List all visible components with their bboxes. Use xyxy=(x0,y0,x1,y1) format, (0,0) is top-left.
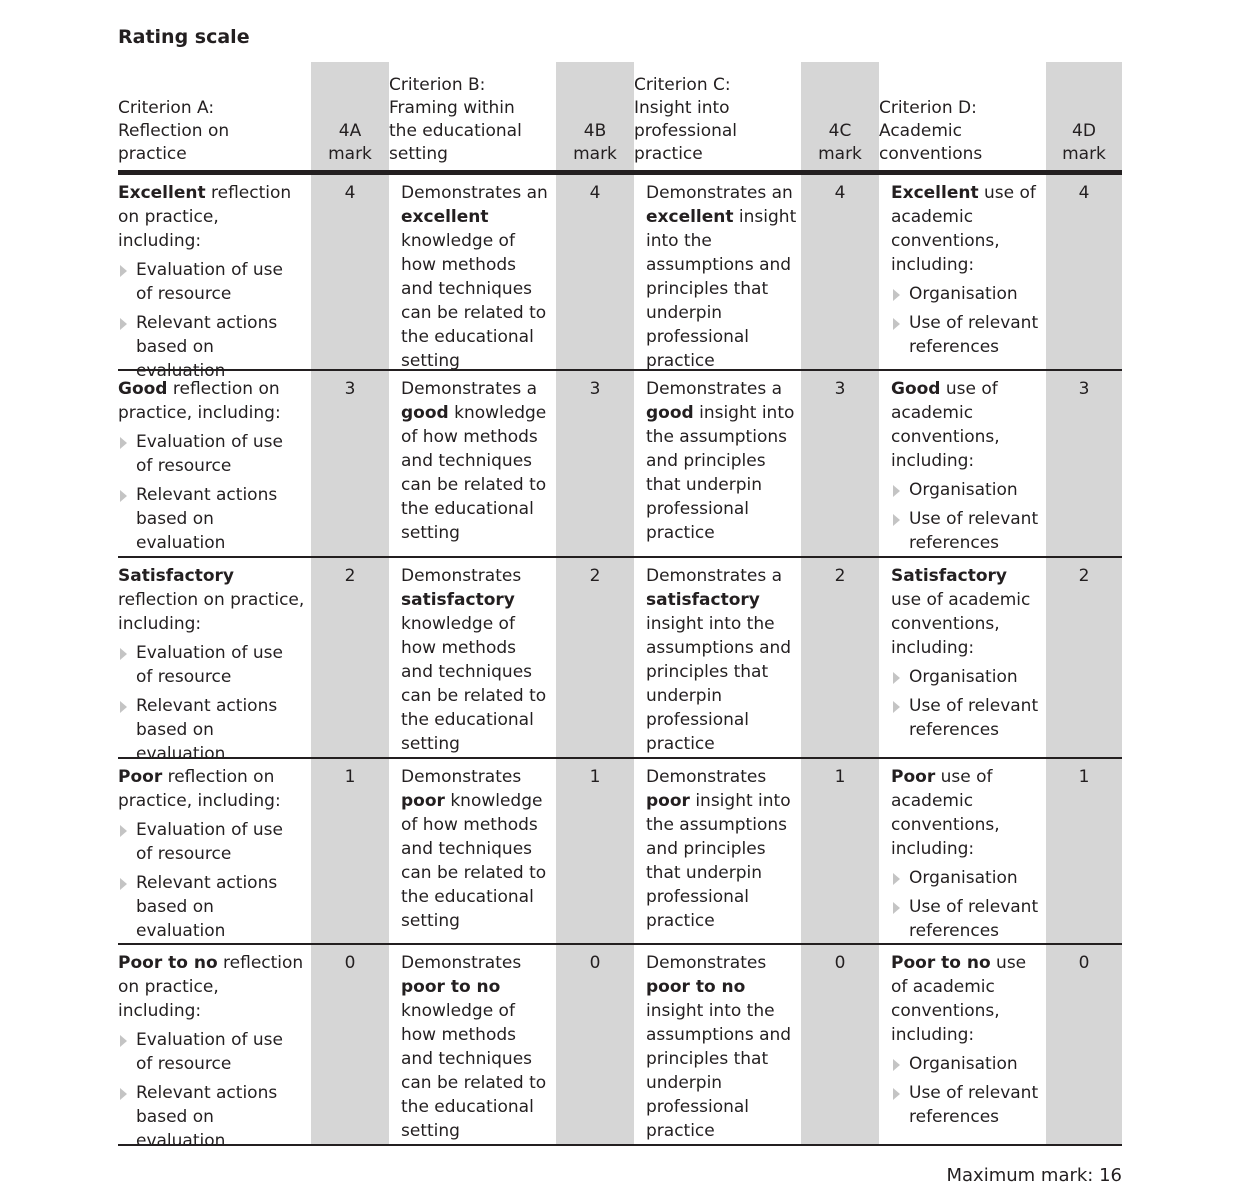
header-line: Criterion C: xyxy=(634,75,731,95)
header-mark-4c xyxy=(801,62,879,170)
bullet-evaluation xyxy=(118,1028,307,1076)
level-keyword: Satisfactory xyxy=(118,566,235,586)
mark-4c: 4 xyxy=(801,170,879,369)
header-line: practice xyxy=(118,144,187,164)
cell-criterion-d xyxy=(879,757,1046,943)
bullet-text: Use of relevant xyxy=(909,509,1039,529)
bullet-text: Use of relevant xyxy=(909,696,1039,716)
description-text: Demonstrates xyxy=(401,953,522,973)
bullet-text: Evaluation of use xyxy=(136,260,283,280)
mark-4a: 2 xyxy=(311,556,389,757)
bullet-references xyxy=(891,507,1042,555)
level-description: use of academic conventions, including: xyxy=(891,590,1031,658)
description-text: insight into the assumptions and principles that underpin professional practice xyxy=(646,1001,792,1141)
bullet-text: based on evaluation xyxy=(136,720,226,764)
bullet-references xyxy=(891,1081,1042,1129)
mark-4d: 1 xyxy=(1046,757,1122,943)
header-line: Framing within xyxy=(389,98,515,118)
description-text: Demonstrates a xyxy=(646,566,783,586)
level-keyword: poor to no xyxy=(646,977,746,997)
level-keyword: excellent xyxy=(401,207,489,227)
description-text: Demonstrates xyxy=(646,953,767,973)
bullet-text: Organisation xyxy=(909,284,1018,304)
mark-4d: 3 xyxy=(1046,369,1122,556)
bullet-evaluation xyxy=(118,430,307,478)
level-description: reflection on practice, including: xyxy=(118,183,292,251)
description-text: Demonstrates an xyxy=(401,183,548,203)
bullet-text: Evaluation of use xyxy=(136,820,283,840)
header-line: Insight into xyxy=(634,98,730,118)
header-line: setting xyxy=(389,144,448,164)
bullet-actions xyxy=(118,694,307,766)
bullet-text: of resource xyxy=(136,667,232,687)
description-text: knowledge of how methods and techniques can be related to the educational setting xyxy=(401,1001,547,1141)
header-criterion-b xyxy=(389,62,556,170)
bullet-text: references xyxy=(909,1107,1000,1127)
cell-criterion-b xyxy=(389,943,556,1146)
cell-criterion-d xyxy=(879,369,1046,556)
bullet-text: Use of relevant xyxy=(909,897,1039,917)
mark-4d: 4 xyxy=(1046,170,1122,369)
level-description: reflection on practice, including: xyxy=(118,379,281,423)
level-description: reflection on practice, including: xyxy=(118,767,281,811)
bullet-text: Relevant actions xyxy=(136,313,278,333)
description-text: knowledge of how methods and techniques can be related to the educational setting xyxy=(401,231,547,371)
header-line: Criterion A: xyxy=(118,98,215,118)
description-text: insight into the assumptions and principles that underpin professional practice xyxy=(646,207,797,371)
header-line: practice xyxy=(634,144,703,164)
header-line: Criterion B: xyxy=(389,75,486,95)
mark-4c: 0 xyxy=(801,943,879,1146)
header-line: 4B xyxy=(583,121,607,141)
level-description: use of academic conventions, including: xyxy=(891,183,1036,275)
cell-criterion-a xyxy=(118,943,311,1151)
bullet-text: references xyxy=(909,720,1000,740)
bullet-text: Relevant actions xyxy=(136,696,278,716)
bullet-text: references xyxy=(909,337,1000,357)
mark-4b: 0 xyxy=(556,943,634,1146)
cell-criterion-d xyxy=(879,170,1046,369)
bullet-organisation xyxy=(891,665,1042,689)
bullet-evaluation xyxy=(118,818,307,866)
bullet-text: Evaluation of use xyxy=(136,432,283,452)
level-keyword: Good xyxy=(118,379,168,399)
cell-criterion-a xyxy=(118,170,311,381)
mark-4a: 4 xyxy=(311,170,389,369)
header-mark-4d xyxy=(1046,62,1122,170)
cell-criterion-c xyxy=(634,170,801,369)
header-line: the educational xyxy=(389,121,522,141)
description-text: Demonstrates xyxy=(401,767,522,787)
bullet-text: of resource xyxy=(136,1054,232,1074)
description-text: Demonstrates xyxy=(646,767,767,787)
mark-4c: 3 xyxy=(801,369,879,556)
header-line: mark xyxy=(818,144,862,164)
mark-4b: 1 xyxy=(556,757,634,943)
level-keyword: good xyxy=(401,403,449,423)
level-keyword: Poor to no xyxy=(118,953,218,973)
bullet-text: based on evaluation xyxy=(136,1107,226,1151)
mark-4d: 2 xyxy=(1046,556,1122,757)
maximum-mark: Maximum mark: 16 xyxy=(946,1165,1122,1186)
cell-criterion-a xyxy=(118,369,311,556)
header-line: 4C xyxy=(828,121,852,141)
rating-scale-table xyxy=(118,62,1122,1151)
cell-criterion-a xyxy=(118,556,311,764)
cell-criterion-a xyxy=(118,757,311,943)
header-line: Criterion D: xyxy=(879,98,977,118)
header-line: conventions xyxy=(879,144,983,164)
bullet-text: Relevant actions xyxy=(136,485,278,505)
bullet-organisation xyxy=(891,282,1042,306)
description-text: Demonstrates a xyxy=(401,379,538,399)
header-line: 4A xyxy=(338,121,362,141)
bullet-text: Use of relevant xyxy=(909,1083,1039,1103)
mark-4c: 2 xyxy=(801,556,879,757)
level-keyword: Excellent xyxy=(118,183,206,203)
mark-4a: 1 xyxy=(311,757,389,943)
bullet-text: based on evaluation xyxy=(136,337,226,381)
header-mark-4b xyxy=(556,62,634,170)
mark-4d: 0 xyxy=(1046,943,1122,1146)
cell-criterion-c xyxy=(634,943,801,1146)
bullet-text: Evaluation of use xyxy=(136,1030,283,1050)
level-keyword: Good xyxy=(891,379,941,399)
bullet-references xyxy=(891,895,1042,943)
bullet-text: Organisation xyxy=(909,1054,1018,1074)
cell-criterion-b xyxy=(389,556,556,757)
level-description: reflection on practice, including: xyxy=(118,590,305,634)
bullet-text: Organisation xyxy=(909,480,1018,500)
level-keyword: Poor to no xyxy=(891,953,991,973)
header-line: mark xyxy=(573,144,617,164)
description-text: Demonstrates xyxy=(401,566,522,586)
mark-4b: 2 xyxy=(556,556,634,757)
cell-criterion-d xyxy=(879,556,1046,757)
level-keyword: poor to no xyxy=(401,977,501,997)
description-text: knowledge of how methods and techniques can be related to the educational setting xyxy=(401,614,547,754)
header-line: mark xyxy=(328,144,372,164)
bullet-actions xyxy=(118,871,307,943)
mark-4a: 3 xyxy=(311,369,389,556)
cell-criterion-b xyxy=(389,757,556,943)
header-line: Reflection on xyxy=(118,121,230,141)
bullet-organisation xyxy=(891,478,1042,502)
bullet-text: Use of relevant xyxy=(909,313,1039,333)
cell-criterion-c xyxy=(634,757,801,943)
bullet-text: references xyxy=(909,533,1000,553)
bullet-text: based on evaluation xyxy=(136,509,226,553)
header-mark-4a xyxy=(311,62,389,170)
description-text: insight into the assumptions and principles that underpin professional practice xyxy=(646,791,791,931)
level-keyword: poor xyxy=(646,791,690,811)
level-description: reflection on practice, including: xyxy=(118,953,304,1021)
header-line: 4D xyxy=(1072,121,1096,141)
mark-4a: 0 xyxy=(311,943,389,1146)
bullet-evaluation xyxy=(118,258,307,306)
header-line: professional xyxy=(634,121,738,141)
level-keyword: poor xyxy=(401,791,445,811)
header-line: Academic xyxy=(879,121,962,141)
bullet-text: Relevant actions xyxy=(136,1083,278,1103)
cell-criterion-c xyxy=(634,556,801,757)
bullet-text: of resource xyxy=(136,844,232,864)
bullet-actions xyxy=(118,1081,307,1153)
bullet-organisation xyxy=(891,1052,1042,1076)
cell-criterion-b xyxy=(389,170,556,369)
description-text: insight into the assumptions and principles that underpin professional practice xyxy=(646,403,795,543)
level-keyword: Excellent xyxy=(891,183,979,203)
level-description: use of academic conventions, including: xyxy=(891,379,1000,471)
description-text: Demonstrates a xyxy=(646,379,783,399)
mark-4b: 3 xyxy=(556,369,634,556)
level-keyword: satisfactory xyxy=(646,590,760,610)
description-text: knowledge of how methods and techniques can be related to the educational setting xyxy=(401,403,547,543)
bullet-text: of resource xyxy=(136,284,232,304)
description-text: insight into the assumptions and principles that underpin professional practice xyxy=(646,614,792,754)
level-keyword: satisfactory xyxy=(401,590,515,610)
bullet-organisation xyxy=(891,866,1042,890)
bullet-references xyxy=(891,694,1042,742)
header-line: mark xyxy=(1062,144,1106,164)
header-criterion-c xyxy=(634,62,801,170)
level-keyword: excellent xyxy=(646,207,734,227)
bullet-text: Organisation xyxy=(909,667,1018,687)
mark-4c: 1 xyxy=(801,757,879,943)
bullet-text: of resource xyxy=(136,456,232,476)
bullet-references xyxy=(891,311,1042,359)
cell-criterion-d xyxy=(879,943,1046,1146)
cell-criterion-b xyxy=(389,369,556,556)
level-keyword: Poor xyxy=(118,767,163,787)
page-title: Rating scale xyxy=(118,26,250,48)
bullet-text: Evaluation of use xyxy=(136,643,283,663)
level-keyword: Poor xyxy=(891,767,936,787)
bullet-text: Organisation xyxy=(909,868,1018,888)
header-criterion-d xyxy=(879,62,1046,170)
mark-4b: 4 xyxy=(556,170,634,369)
description-text: knowledge of how methods and techniques can be related to the educational setting xyxy=(401,791,547,931)
cell-criterion-c xyxy=(634,369,801,556)
description-text: Demonstrates an xyxy=(646,183,793,203)
level-keyword: good xyxy=(646,403,694,423)
level-description: use of academic conventions, including: xyxy=(891,953,1027,1045)
bullet-actions xyxy=(118,483,307,555)
level-keyword: Satisfactory xyxy=(891,566,1008,586)
bullet-evaluation xyxy=(118,641,307,689)
bullet-text: based on evaluation xyxy=(136,897,226,941)
bullet-text: Relevant actions xyxy=(136,873,278,893)
bullet-text: references xyxy=(909,921,1000,941)
header-criterion-a xyxy=(118,62,311,170)
level-description: use of academic conventions, including: xyxy=(891,767,1000,859)
